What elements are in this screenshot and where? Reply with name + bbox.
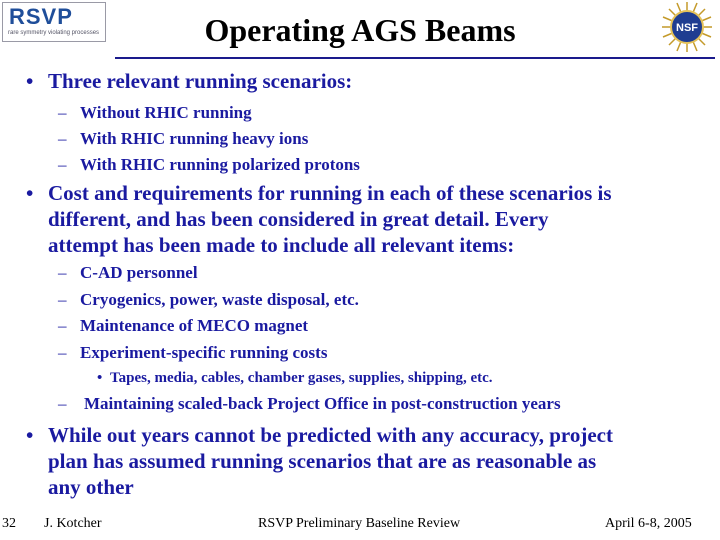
bullet-2-line: Cost and requirements for running in each of these scenarios is	[48, 181, 612, 205]
footer-center: RSVP Preliminary Baseline Review	[258, 516, 461, 531]
page-title: Operating AGS Beams	[204, 12, 516, 48]
sub-bullet: – C-AD personnel	[80, 260, 198, 286]
footer-date: April 6-8, 2005	[605, 516, 692, 531]
dash-mark: –	[58, 129, 67, 148]
sub-bullet: – Maintenance of MECO magnet	[80, 313, 308, 339]
rsvp-logo	[2, 2, 106, 42]
sub-bullet: – Experiment-specific running costs	[80, 340, 327, 366]
bullet-3-line: While out years cannot be predicted with any accuracy, project	[48, 423, 614, 447]
dash-mark: –	[58, 103, 67, 122]
bullet-dot: •	[97, 370, 103, 386]
footer-author: J. Kotcher	[44, 516, 102, 531]
dash-mark: –	[58, 290, 67, 309]
dash-mark: –	[58, 263, 67, 282]
bullet-2-line: attempt has been made to include all relevant items:	[48, 233, 515, 257]
bullet-2-line: different, and has been considered in great detail. Every	[48, 207, 549, 231]
dash-mark: –	[58, 155, 67, 174]
sub-bullet: – Without RHIC running	[80, 100, 252, 126]
bullet-1-text: Three relevant running scenarios:	[48, 69, 353, 93]
footer-page-number: 32	[2, 516, 16, 531]
sub-bullet: – Maintaining scaled-back Project Office in post-construction years	[84, 391, 561, 417]
bullet-1	[26, 68, 353, 94]
nsf-logo-text: NSF	[676, 22, 698, 34]
sub-bullet: – Cryogenics, power, waste disposal, etc.	[80, 287, 359, 313]
sub-sub-bullet: • Tapes, media, cables, chamber gases, supplies, shipping, etc.	[97, 370, 493, 386]
title-divider	[115, 57, 715, 59]
nsf-logo-icon	[662, 2, 712, 52]
dash-mark: –	[58, 316, 67, 335]
bullet-3	[26, 422, 614, 500]
sub-bullet: – With RHIC running polarized protons	[80, 152, 360, 178]
dash-mark: –	[58, 394, 67, 413]
rsvp-logo-tagline: rare symmetry violating processes	[8, 30, 100, 36]
bullet-3-line: any other	[48, 475, 134, 499]
bullet-2	[26, 180, 612, 258]
bullet-dot: •	[26, 69, 34, 93]
bullet-dot: •	[26, 181, 34, 205]
rsvp-logo-text: RSVP	[9, 4, 73, 29]
sub-bullet: – With RHIC running heavy ions	[80, 126, 308, 152]
bullet-3-line: plan has assumed running scenarios that are as reasonable as	[48, 449, 597, 473]
bullet-dot: •	[26, 423, 34, 447]
dash-mark: –	[58, 343, 67, 362]
